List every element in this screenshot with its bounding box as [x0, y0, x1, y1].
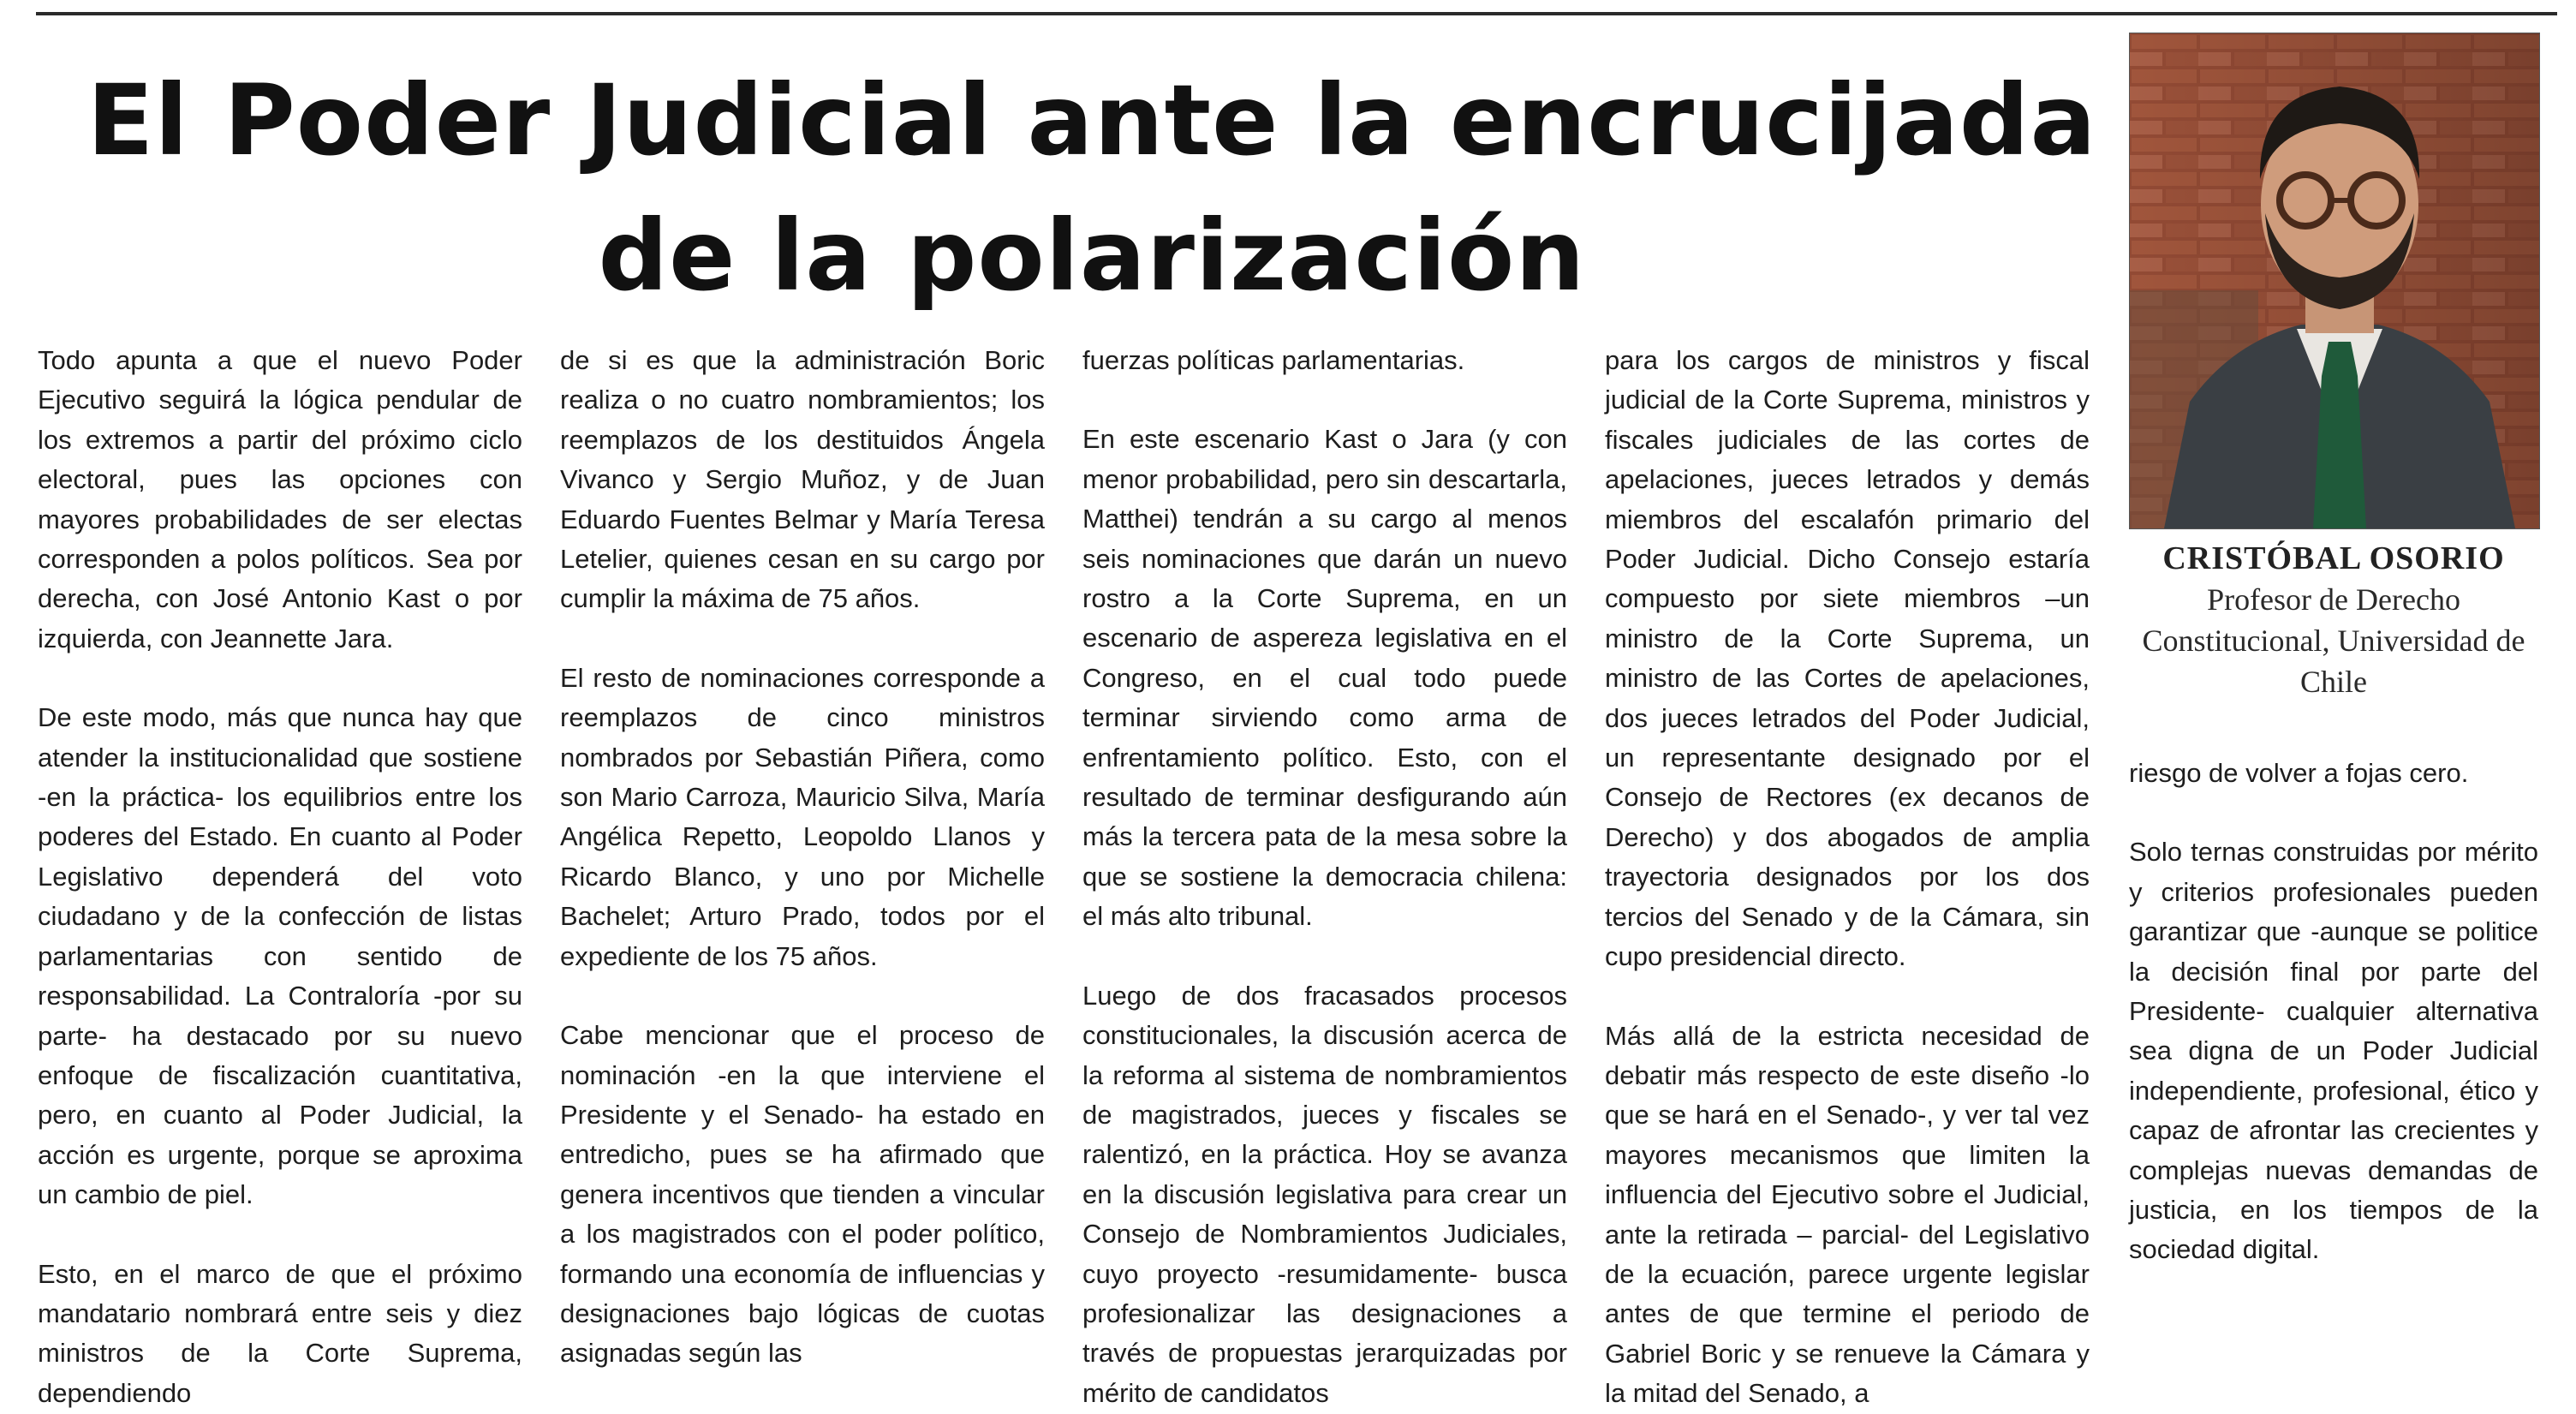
author-title: Profesor de Derecho Constitucional, Universidad de Chile	[2142, 582, 2525, 699]
author-photo	[2129, 33, 2540, 529]
article-column-1	[38, 341, 522, 1413]
paragraph: Más allá de la estricta necesidad de debatir más respecto de este diseño -lo que se hará en el Senado-, y ver tal vez mayores mecanismos que limiten la influencia del Ejecutivo sobre el Judicial, ante la retirada – parcial- del Legislativo de la ecuación, parece urgente legislar antes de que termine el periodo de Gabriel Boric y se renueve la Cámara y la mitad del Senado, a	[1605, 1020, 2090, 1409]
top-rule	[36, 12, 2557, 15]
paragraph: Solo ternas construidas por mérito y criterios profesionales pueden garantizar que -aunque se politice la decisión final por parte del Presidente- cualquier alternativa sea digna de un Poder Judicial independiente, profesional, ético y capaz de afrontar las crecientes y complejas nuevas demandas de justicia, en los tiempos de la sociedad digital.	[2129, 837, 2538, 1265]
paragraph: fuerzas políticas parlamentarias.	[1082, 345, 1465, 375]
headline: El Poder Judicial ante la encrucijada de la polarización	[86, 63, 2097, 313]
author-name: CRISTÓBAL OSORIO	[2162, 540, 2505, 576]
article-column-3	[1082, 341, 1567, 1413]
paragraph: para los cargos de ministros y fiscal judicial de la Corte Suprema, ministros y fiscales judiciales de las cortes de apelaciones, jueces letrados y demás miembros del escalafón primario del Poder Judicial. Dicho Consejo estaría compuesto por siete miembros –un ministro de la Corte Suprema, un ministro de las Cortes de apelaciones, dos jueces letrados del Poder Judicial, un representante designado por el Consejo de Rectores (ex decanos de Derecho) y dos abogados de amplia trayectoria designados por los dos tercios del Senado y de la Cámara, sin cupo presidencial directo.	[1605, 345, 2090, 972]
article-column-5	[2129, 754, 2538, 1270]
article-column-2	[560, 341, 1045, 1374]
paragraph: En este escenario Kast o Jara (y con menor probabilidad, pero sin descartarla, Matthei) tendrán a su cargo al menos seis nominaciones que darán un nuevo rostro a la Corte Suprema, en un escenario de aspereza legislativa en el Congreso, en el cual todo puede terminar sirviendo como arma de enfrentamiento político. Esto, con el resultado de terminar desfigurando aún más la tercera pata de la mesa sobre la que se sostiene la democracia chilena: el más alto tribunal.	[1082, 424, 1567, 932]
paragraph: de si es que la administración Boric realiza o no cuatro nombramientos; los reemplazos de los destituidos Ángela Vivanco y Sergio Muñoz, y de Juan Eduardo Fuentes Belmar y María Teresa Letelier, quienes cesan en su cargo por cumplir la máxima de 75 años.	[560, 345, 1045, 614]
paragraph: Cabe mencionar que el proceso de nominación -en la que interviene el Presidente y el Senado- ha estado en entredicho, pues se ha afirmado que genera incentivos que tienden a vincular a los magistrados con el poder político, formando una economía de influencias y designaciones bajo lógicas de cuotas asignadas según las	[560, 1020, 1045, 1369]
article-column-4	[1605, 341, 2090, 1414]
paragraph: Todo apunta a que el nuevo Poder Ejecutivo seguirá la lógica pendular de los extremos a partir del próximo ciclo electoral, pues las opciones con mayores probabilidades de ser electas corresponden a polos políticos. Sea por derecha, con José Antonio Kast o por izquierda, con Jeannette Jara.	[38, 345, 522, 653]
paragraph: riesgo de volver a fojas cero.	[2129, 758, 2469, 788]
paragraph: Luego de dos fracasados procesos constitucionales, la discusión acerca de la reforma al sistema de nombramientos de magistrados, jueces y fiscales se ralentizó, en la práctica. Hoy se avanza en la discusión legislativa para crear un Consejo de Nombramientos Judiciales, cuyo proyecto -resumidamente- busca profesionalizar las designaciones a través de propuestas jerarquizadas por mérito de candidatos	[1082, 980, 1567, 1408]
paragraph: De este modo, más que nunca hay que atender la institucionalidad que sostiene -en la práctica- los equilibrios entre los poderes del Estado. En cuanto al Poder Legislativo dependerá del voto ciudadano y de la confección de listas parlamentarias con sentido de responsabilidad. La Contraloría -por su parte- ha destacado por su nuevo enfoque de fiscalización cuantitativa, pero, en cuanto al Poder Judicial, la acción es urgente, porque se aproxima un cambio de piel.	[38, 702, 522, 1210]
paragraph: Esto, en el marco de que el próximo mandatario nombrará entre seis y diez ministros de la Corte Suprema, dependiendo	[38, 1258, 522, 1408]
paragraph: El resto de nominaciones corresponde a reemplazos de cinco ministros nombrados por Sebastián Piñera, como son Mario Carroza, Mauricio Silva, María Angélica Repetto, Leopoldo Llanos y Ricardo Blanco, y uno por Michelle Bachelet; Arturo Prado, todos por el expediente de los 75 años.	[560, 662, 1045, 971]
